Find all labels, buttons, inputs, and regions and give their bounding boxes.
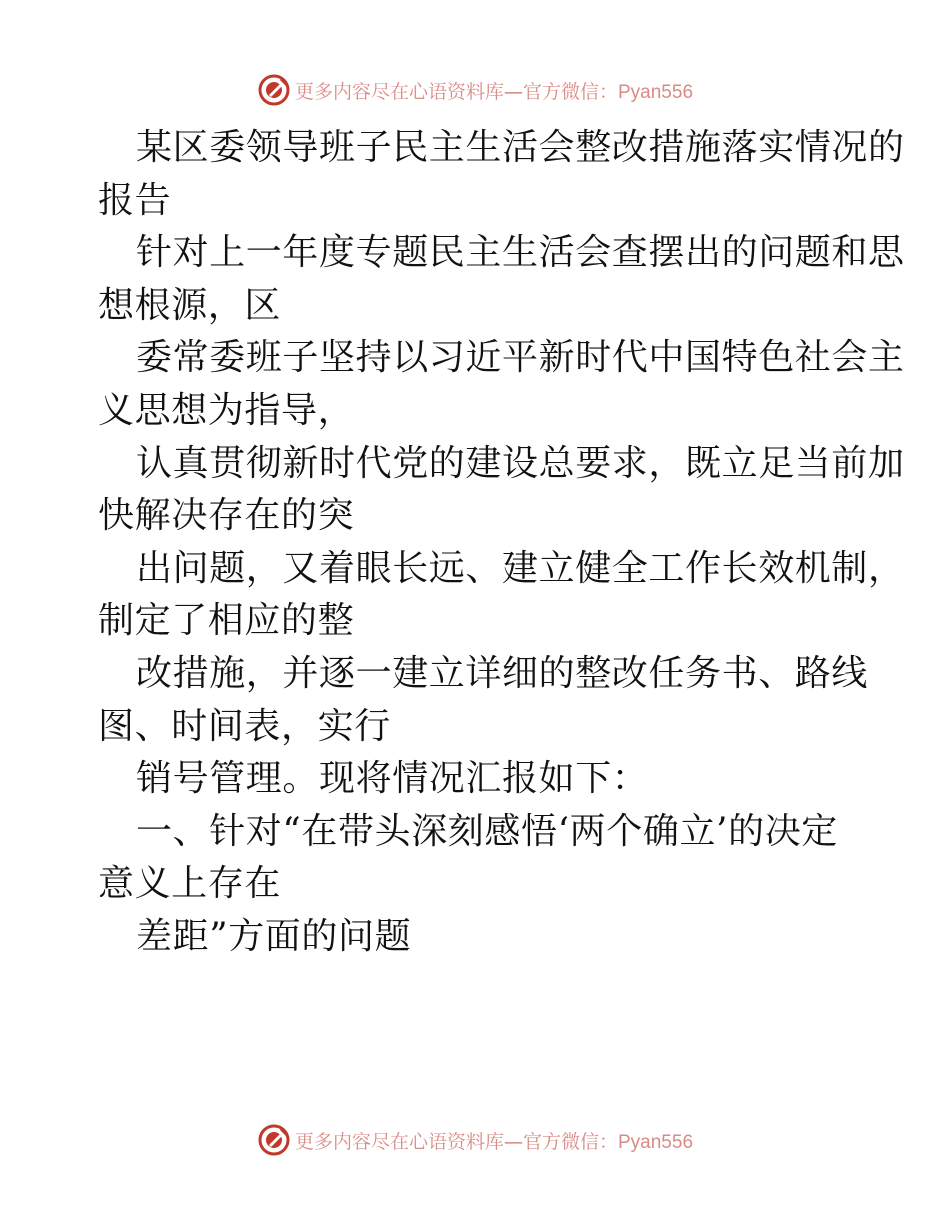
doc-line: 想根源，区 [98,284,282,326]
doc-line: 销号管理。现将情况汇报如下： [136,758,649,800]
footer-watermark [0,1120,950,1160]
doc-line: 改措施，并逐一建立详细的整改任务书、路线 [136,652,869,694]
watermark-wechat-id: Pyan556 [618,1131,694,1153]
pen-seal-logo-icon [257,1123,291,1157]
watermark-wechat-label: 官方微信： [522,80,618,103]
watermark-prefix: 更多内容尽在心语资料库 [294,80,504,103]
watermark-dash: — [503,80,523,103]
pen-seal-logo-icon [257,73,291,107]
doc-line: 针对上一年度专题民主生活会查摆出的问题和思 [136,232,905,274]
doc-line: 图、时间表，实行 [98,705,391,747]
watermark-wechat-id: Pyan556 [618,81,694,103]
doc-line: 义思想为指导， [98,389,355,431]
doc-line: 认真贯彻新时代党的建设总要求，既立足当前加 [136,442,905,484]
watermark-dash: — [503,1130,523,1153]
header-watermark [0,70,950,110]
doc-line: 差距”方面的问题 [136,915,412,957]
doc-line: 出问题，又着眼长远、建立健全工作长效机制， [136,547,905,589]
doc-line-section-heading: 一、针对“在带头深刻感悟‘两个确立’的决定 [136,810,838,852]
watermark-wechat-label: 官方微信： [522,1130,618,1153]
watermark-prefix: 更多内容尽在心语资料库 [294,1130,504,1153]
document-body [98,122,905,964]
doc-line: 意义上存在 [98,863,282,905]
doc-line: 委常委班子坚持以习近平新时代中国特色社会主 [136,337,905,379]
doc-line-title-1: 某区委领导班子民主生活会整改措施落实情况的 [136,127,905,168]
doc-line-title-2: 报告 [98,179,172,221]
doc-line: 制定了相应的整 [98,600,355,642]
doc-line: 快解决存在的突 [98,495,355,537]
